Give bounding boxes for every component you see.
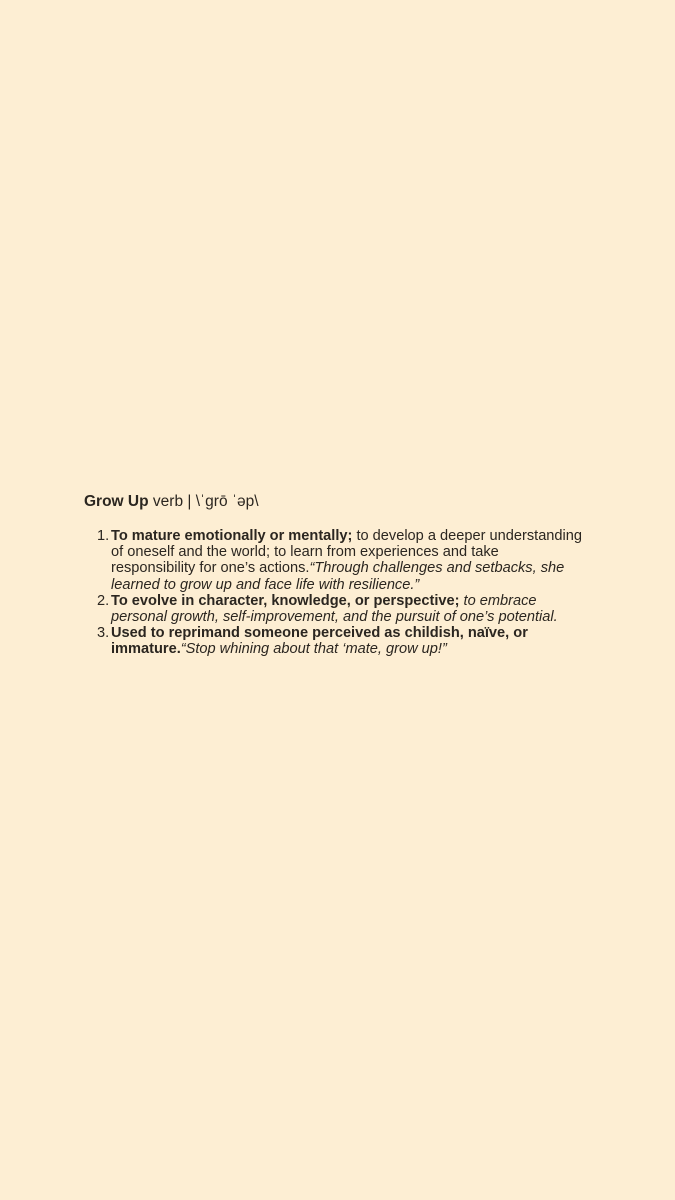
headword: Grow Up [84, 493, 149, 510]
sense-item [84, 528, 584, 593]
part-of-speech: verb [152, 493, 184, 510]
sense-number: 3. [97, 625, 110, 642]
sense-example: “Stop whining about that ‘mate, grow up!” [180, 641, 447, 658]
entry-header [84, 492, 584, 512]
sense-lead: To evolve in character, knowledge, or perspective; [111, 592, 460, 609]
sense-item [84, 625, 584, 657]
sense-list [84, 528, 584, 658]
dictionary-entry [84, 492, 584, 658]
sense-number: 2. [97, 592, 110, 609]
separator: | [187, 493, 192, 510]
sense-lead: To mature emotionally or mentally; [111, 528, 353, 544]
sense-lead: Used to reprimand someone perceived as childish, naïve, or immature. [111, 625, 528, 658]
sense-example: to embrace personal growth, self-improvement, and the pursuit of one’s potential. [111, 592, 558, 626]
sense-example: “Through challenges and setbacks, she learned to grow up and face life with resilience.” [111, 560, 565, 593]
pronunciation: \ˈgrō ˈəp\ [195, 493, 259, 510]
sense-item [84, 593, 584, 625]
sense-definition: to develop a deeper understanding of oneself and the world; to learn from experiences and take responsibility for one’s actions. [111, 528, 583, 577]
sense-number: 1. [97, 528, 110, 544]
